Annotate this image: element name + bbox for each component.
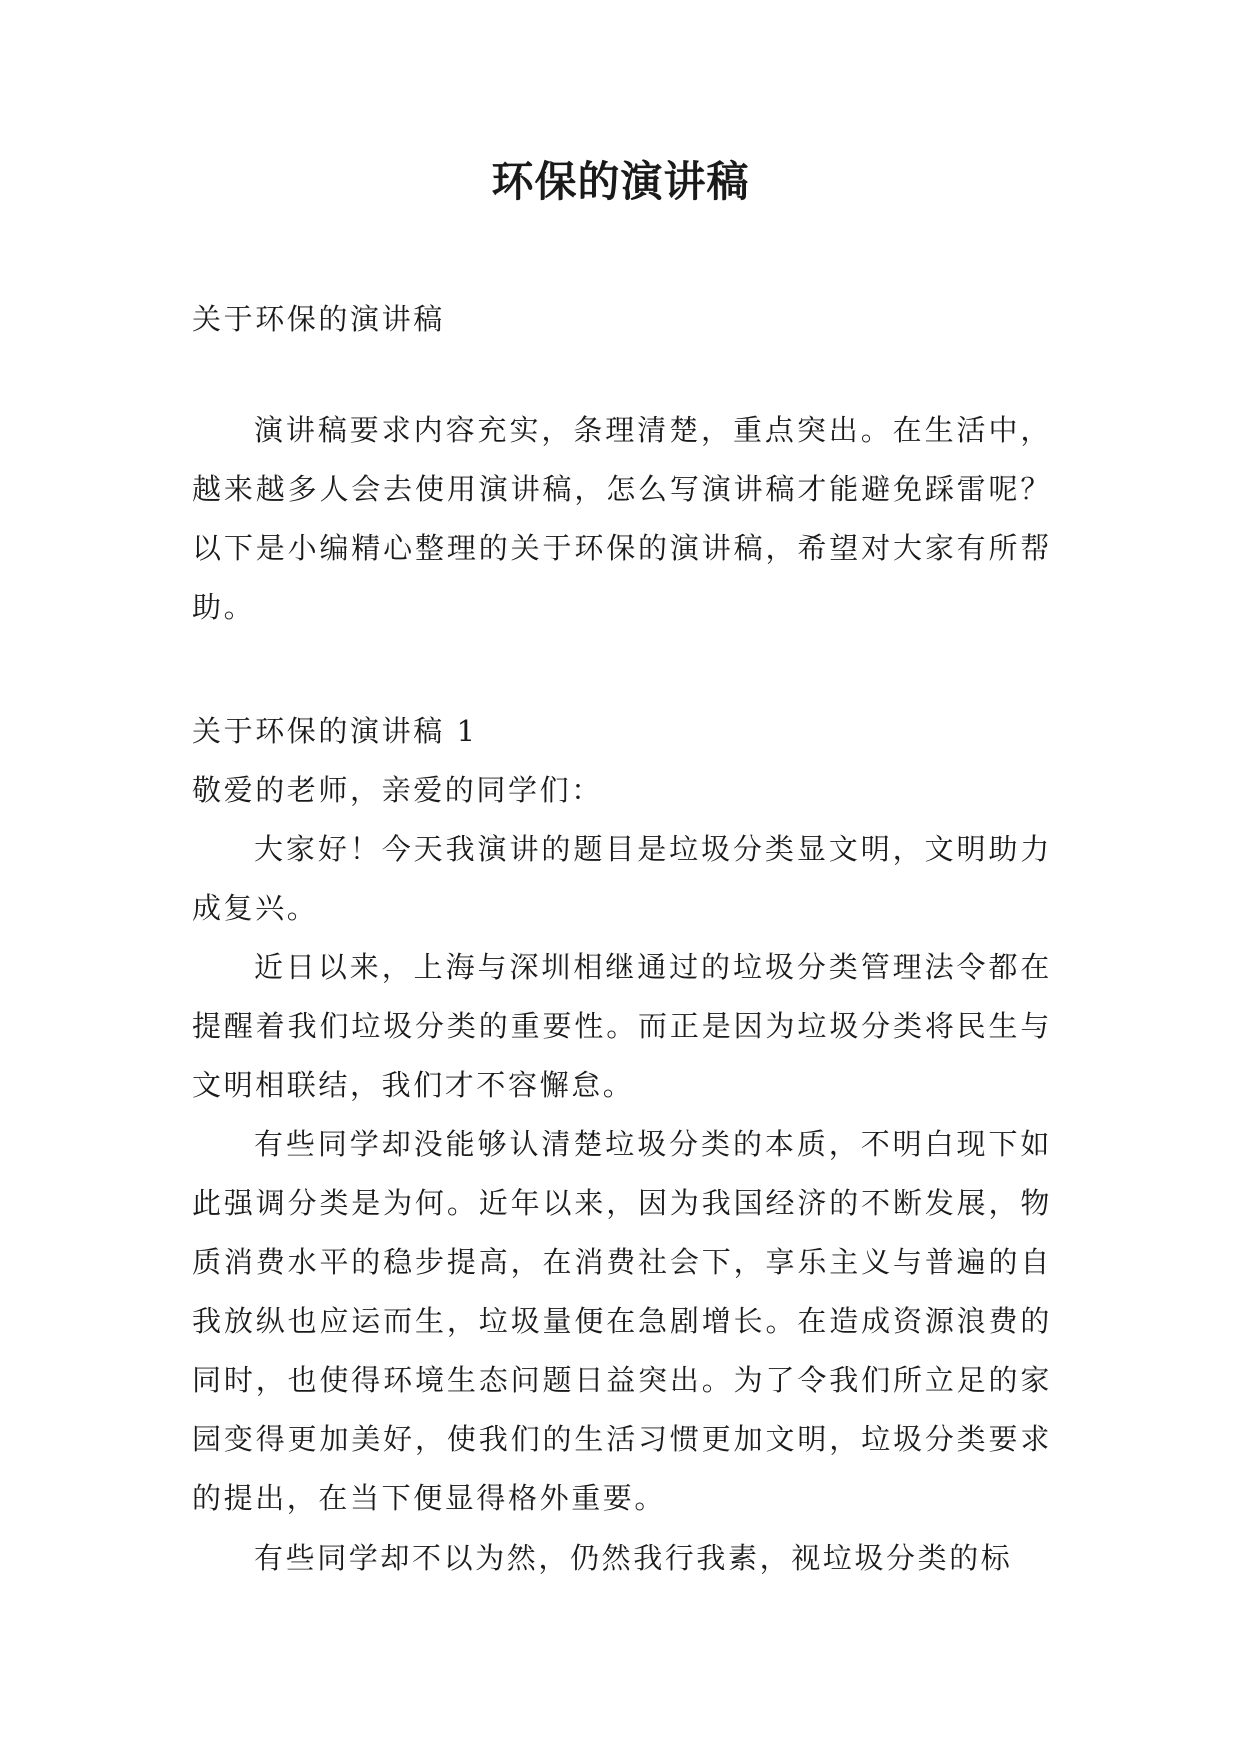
speech-paragraph: 大家好！今天我演讲的题目是垃圾分类显文明，文明助力成复兴。: [192, 832, 1052, 925]
intro-paragraph: 演讲稿要求内容充实，条理清楚，重点突出。在生活中，越来越多人会去使用演讲稿，怎么写演讲稿才能避免踩雷呢？以下是小编精心整理的关于环保的演讲稿，希望对大家有所帮助。: [192, 413, 1052, 624]
speech-greeting: 敬爱的老师，亲爱的同学们：: [192, 773, 603, 807]
speech-paragraph: 有些同学却没能够认清楚垃圾分类的本质，不明白现下如此强调分类是为何。近年以来，因为我国经济的不断发展，物质消费水平的稳步提高，在消费社会下，享乐主义与普遍的自我放纵也应运而生，垃圾量便在急剧增长。在造成资源浪费的同时，也使得环境生态问题日益突出。为了令我们所立足的家园变得更加美好，使我们的生活习惯更加文明，垃圾分类要求的提出，在当下便显得格外重要。: [192, 1127, 1052, 1515]
document-title: 环保的演讲稿: [491, 157, 750, 206]
speech-paragraph: 有些同学却不以为然，仍然我行我素，视垃圾分类的标: [254, 1541, 1013, 1575]
speech-paragraph: 近日以来，上海与深圳相继通过的垃圾分类管理法令都在提醒着我们垃圾分类的重要性。而正是因为垃圾分类将民生与文明相联结，我们才不容懈怠。: [192, 950, 1052, 1102]
document-subtitle: 关于环保的演讲稿: [192, 302, 445, 336]
section-heading: 关于环保的演讲稿 1: [192, 714, 478, 748]
